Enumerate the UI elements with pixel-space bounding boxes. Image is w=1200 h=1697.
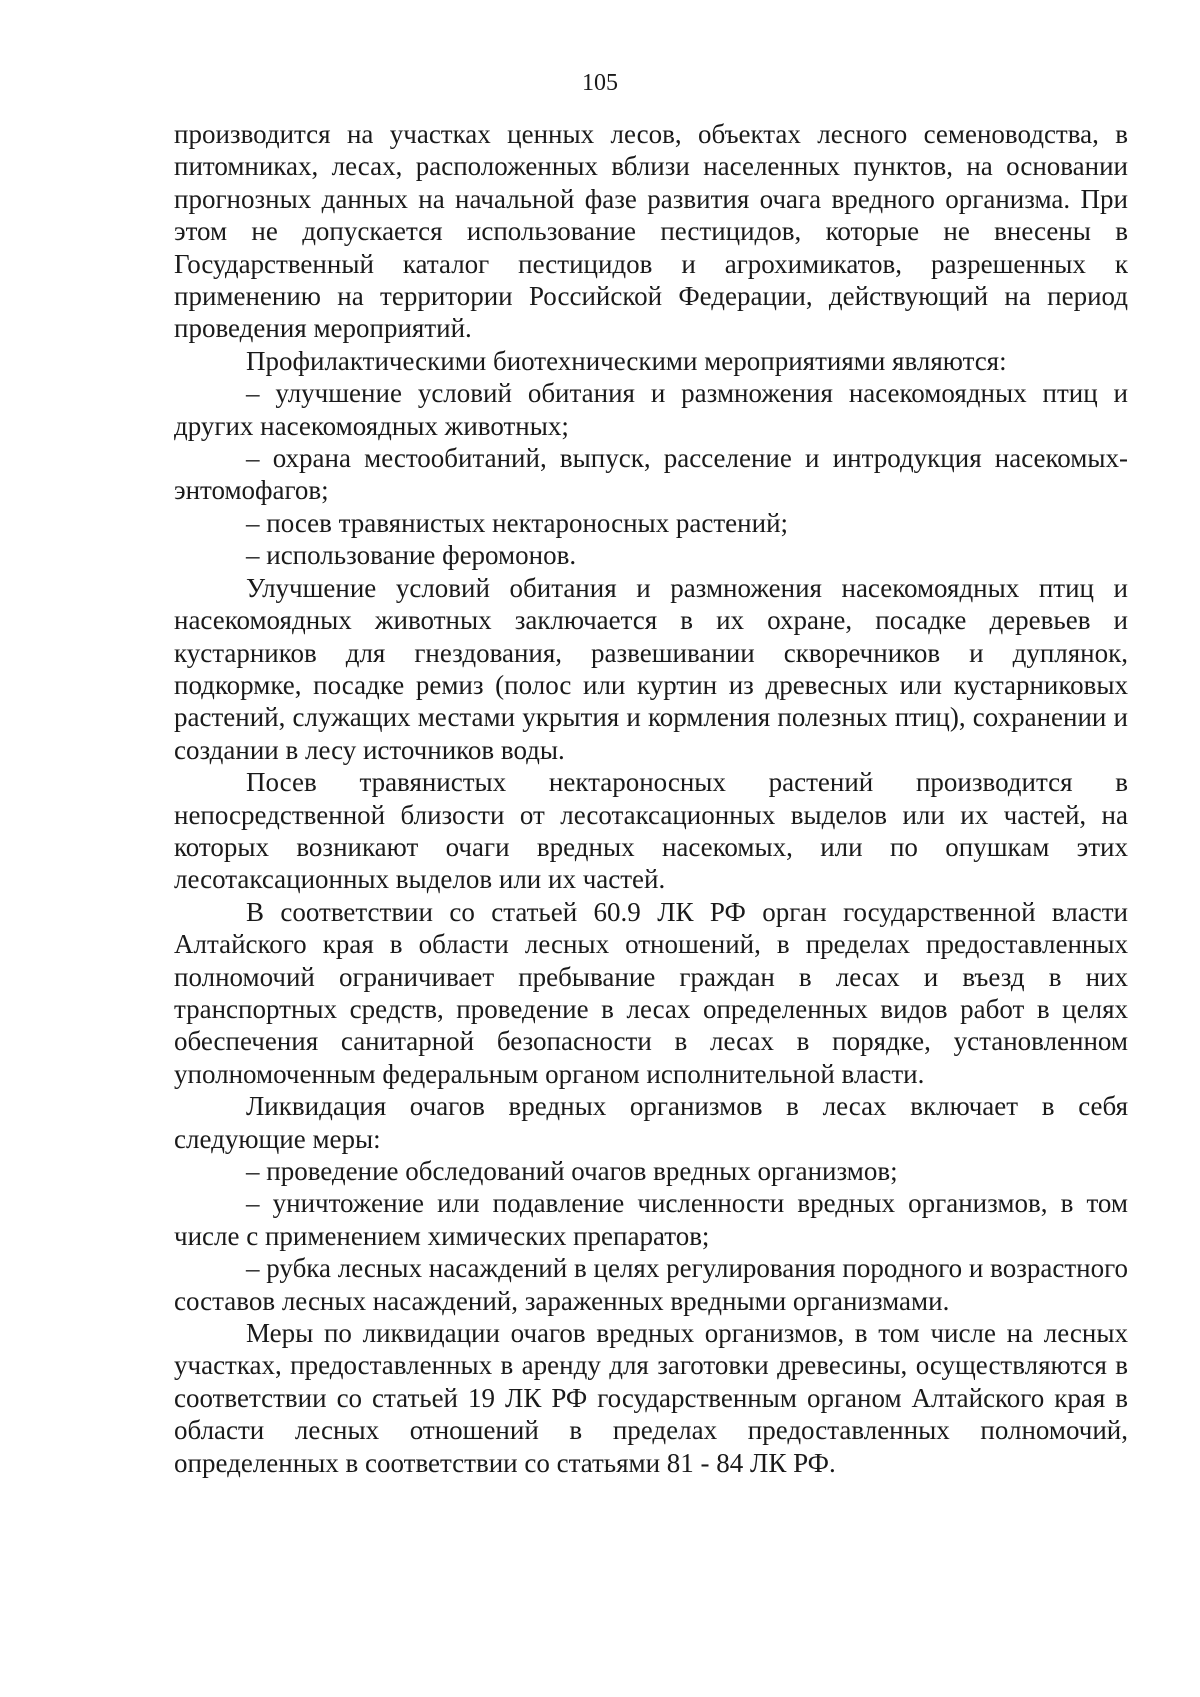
paragraph: Посев травянистых нектароносных растений производится в непосредственной близости от лесотаксационных выделов или их частей, на которых возникают очаги вредных насекомых, или по опушкам этих лесотаксационных выделов или их частей. bbox=[174, 767, 1128, 895]
list-item: – улучшение условий обитания и размножения насекомоядных птиц и других насекомоядных животных; bbox=[174, 378, 1128, 441]
list-item: – рубка лесных насаждений в целях регулирования породного и возрастного составов лесных насаждений, зараженных вредными организмами. bbox=[174, 1253, 1128, 1316]
paragraph: Меры по ликвидации очагов вредных организмов, в том числе на лесных участках, предоставленных в аренду для заготовки древесины, осуществляются в соответствии со статьей 19 ЛК РФ государственным органом Алтайского края в области лесных отношений в пределах предоставленных полномочий, определенных в соответствии со статьями 81 - 84 ЛК РФ. bbox=[174, 1318, 1128, 1478]
list-item: – проведение обследований очагов вредных организмов; bbox=[246, 1156, 898, 1186]
paragraph-continuation: производится на участках ценных лесов, объектах лесного семеноводства, в питомниках, лесах, расположенных вблизи населенных пунктов, на основании прогнозных данных на начальной фазе развития очага вредного организма. При этом не допускается использование пестицидов, которые не внесены в Государственный каталог пестицидов и агрохимикатов, разрешенных к применению на территории Российской Федерации, действующий на период проведения мероприятий. bbox=[174, 119, 1128, 344]
paragraph: В соответствии со статьей 60.9 ЛК РФ орган государственной власти Алтайского края в области лесных отношений, в пределах предоставленных полномочий ограничивает пребывание граждан в лесах и въезд в них транспортных средств, проведение в лесах определенных видов работ в целях обеспечения санитарной безопасности в лесах в порядке, установленном уполномоченным федеральным органом исполнительной власти. bbox=[174, 896, 1128, 1089]
paragraph-list-intro: Ликвидация очагов вредных организмов в лесах включает в себя следующие меры: bbox=[174, 1091, 1128, 1154]
paragraph: Улучшение условий обитания и размножения насекомоядных птиц и насекомоядных животных заключается в их охране, посадке деревьев и кустарников для гнездования, развешивании скворечников и дуплянок, подкормке, посадке ремиз (полос или куртин из древесных или кустарниковых растений, служащих местами укрытия и кормления полезных птиц), сохранении и создании в лесу источников воды. bbox=[174, 572, 1128, 765]
paragraph-list-intro: Профилактическими биотехническими мероприятиями являются: bbox=[246, 345, 1007, 376]
list-item: – охрана местообитаний, выпуск, расселение и интродукция насекомых-энтомофагов; bbox=[174, 443, 1128, 506]
page-number: 105 bbox=[582, 70, 618, 96]
list-item: – посев травянистых нектароносных растений; bbox=[246, 507, 789, 538]
list-item: – уничтожение или подавление численности вредных организмов, в том числе с применением химических препаратов; bbox=[174, 1188, 1128, 1251]
page-body bbox=[174, 118, 1128, 1479]
list-item: – использование феромонов. bbox=[246, 540, 577, 571]
